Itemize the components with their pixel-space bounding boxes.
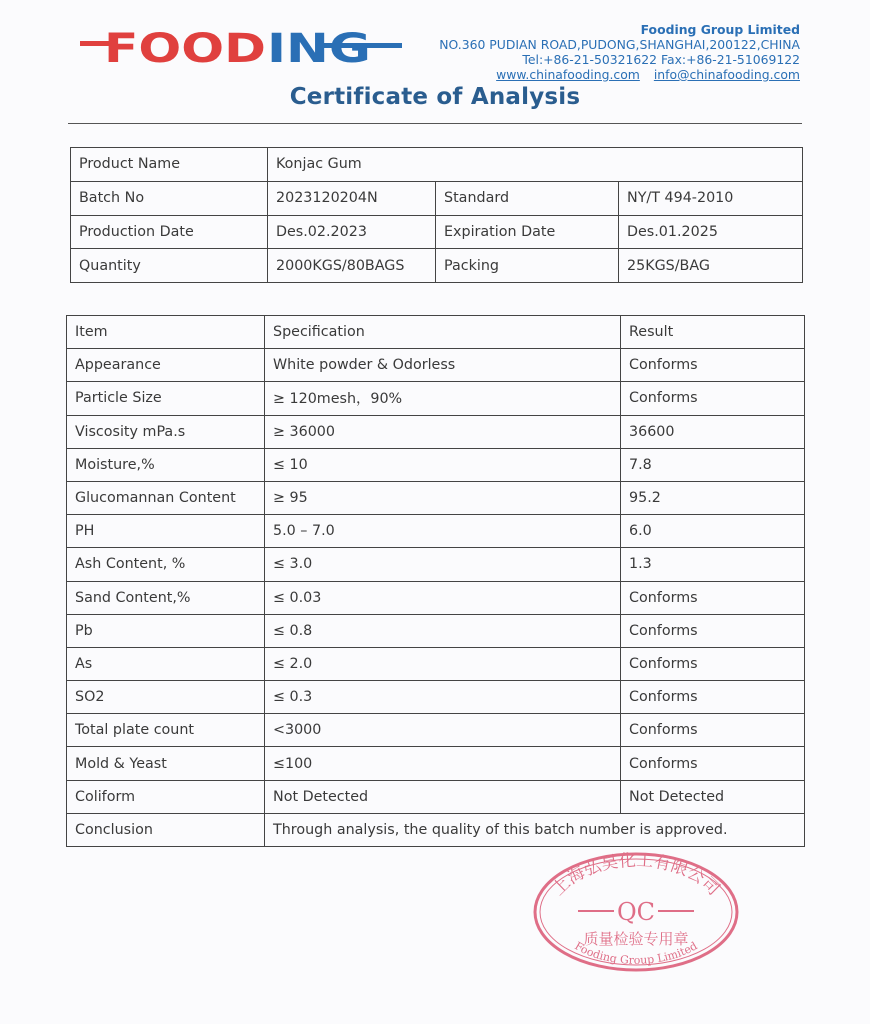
company-contact: Tel:+86-21-50321622 Fax:+86-21-51069122	[522, 52, 800, 67]
table-row	[67, 515, 805, 548]
result-cell: Conforms	[621, 681, 805, 714]
specification-cell: ≤ 10	[265, 448, 621, 481]
item-cell: Appearance	[67, 349, 265, 382]
info-row	[71, 148, 803, 182]
info-label: Expiration Date	[436, 215, 619, 249]
svg-text:上海弘昊化工有限公司	[549, 851, 724, 900]
result-cell: Conforms	[621, 647, 805, 680]
info-value: 2023120204N	[268, 181, 436, 215]
specification-cell: 5.0 – 7.0	[265, 515, 621, 548]
table-row	[67, 349, 805, 382]
result-cell: Conforms	[621, 747, 805, 780]
stamp-sub-text: 质量检验专用章	[583, 930, 689, 948]
result-cell: Not Detected	[621, 780, 805, 813]
company-name: Fooding Group Limited	[640, 22, 800, 37]
conclusion-label: Conclusion	[67, 813, 265, 846]
fooding-logo	[78, 22, 408, 70]
result-cell: Conforms	[621, 349, 805, 382]
table-row	[67, 647, 805, 680]
table-row	[67, 714, 805, 747]
specification-cell: <3000	[265, 714, 621, 747]
result-cell: 95.2	[621, 481, 805, 514]
result-cell: Conforms	[621, 382, 805, 415]
info-label: Standard	[436, 181, 619, 215]
specification-cell: ≤ 2.0	[265, 647, 621, 680]
table-row	[67, 681, 805, 714]
specification-cell: Not Detected	[265, 780, 621, 813]
info-value: Des.01.2025	[619, 215, 803, 249]
result-cell: 7.8	[621, 448, 805, 481]
specification-cell: ≤100	[265, 747, 621, 780]
table-row	[67, 481, 805, 514]
item-cell: Particle Size	[67, 382, 265, 415]
specification-cell: White powder & Odorless	[265, 349, 621, 382]
stamp-center-text: QC	[616, 898, 656, 926]
table-row	[67, 581, 805, 614]
info-row	[71, 181, 803, 215]
result-cell: Conforms	[621, 614, 805, 647]
info-label: Production Date	[71, 215, 268, 249]
specification-cell: ≥ 36000	[265, 415, 621, 448]
item-cell: Moisture,%	[67, 448, 265, 481]
specification-cell: ≤ 0.8	[265, 614, 621, 647]
header-divider	[68, 123, 802, 124]
item-cell: Ash Content, %	[67, 548, 265, 581]
specification-cell: ≤ 0.03	[265, 581, 621, 614]
conclusion-row	[67, 813, 805, 846]
table-header-row	[67, 316, 805, 349]
specification-cell: ≥ 95	[265, 481, 621, 514]
item-cell: As	[67, 647, 265, 680]
stamp-top-text: 上海弘昊化工有限公司	[548, 850, 724, 900]
item-cell: Coliform	[67, 780, 265, 813]
document-title: Certificate of Analysis	[289, 84, 581, 110]
table-row	[67, 415, 805, 448]
table-row	[67, 780, 805, 813]
info-value: Konjac Gum	[268, 148, 803, 182]
item-cell: Total plate count	[67, 714, 265, 747]
result-cell: Conforms	[621, 581, 805, 614]
result-cell: 36600	[621, 415, 805, 448]
specification-cell: ≥ 120mesh，90%	[265, 382, 621, 415]
header-specification: Specification	[265, 316, 621, 349]
result-cell: 6.0	[621, 515, 805, 548]
product-info-table	[70, 147, 803, 283]
info-label: Batch No	[71, 181, 268, 215]
item-cell: SO2	[67, 681, 265, 714]
website-link[interactable]: www.chinafooding.com	[496, 67, 640, 82]
test-results-table	[66, 315, 805, 847]
info-row	[71, 215, 803, 249]
header-result: Result	[621, 316, 805, 349]
company-header	[439, 22, 800, 82]
table-row	[67, 382, 805, 415]
conclusion-text: Through analysis, the quality of this batch number is approved.	[265, 813, 805, 846]
qc-stamp	[528, 848, 744, 976]
table-row	[67, 614, 805, 647]
specification-cell: ≤ 3.0	[265, 548, 621, 581]
item-cell: Mold & Yeast	[67, 747, 265, 780]
info-row	[71, 249, 803, 283]
stamp-bottom-text: Fooding Group Limited	[572, 939, 700, 967]
result-cell: 1.3	[621, 548, 805, 581]
svg-text:FOOD: FOOD	[104, 26, 266, 70]
email-link[interactable]: info@chinafooding.com	[653, 67, 800, 82]
info-value: Des.02.2023	[268, 215, 436, 249]
info-label: Product Name	[71, 148, 268, 182]
company-address: NO.360 PUDIAN ROAD,PUDONG,SHANGHAI,200122,CHINA	[439, 37, 800, 52]
item-cell: PH	[67, 515, 265, 548]
svg-text:ING: ING	[267, 26, 371, 70]
specification-cell: ≤ 0.3	[265, 681, 621, 714]
info-label: Packing	[436, 249, 619, 283]
item-cell: Viscosity mPa.s	[67, 415, 265, 448]
item-cell: Sand Content,%	[67, 581, 265, 614]
table-row	[67, 448, 805, 481]
table-row	[67, 747, 805, 780]
info-label: Quantity	[71, 249, 268, 283]
item-cell: Pb	[67, 614, 265, 647]
item-cell: Glucomannan Content	[67, 481, 265, 514]
result-cell: Conforms	[621, 714, 805, 747]
info-value: NY/T 494-2010	[619, 181, 803, 215]
info-value: 25KGS/BAG	[619, 249, 803, 283]
header-item: Item	[67, 316, 265, 349]
table-row	[67, 548, 805, 581]
info-value: 2000KGS/80BAGS	[268, 249, 436, 283]
